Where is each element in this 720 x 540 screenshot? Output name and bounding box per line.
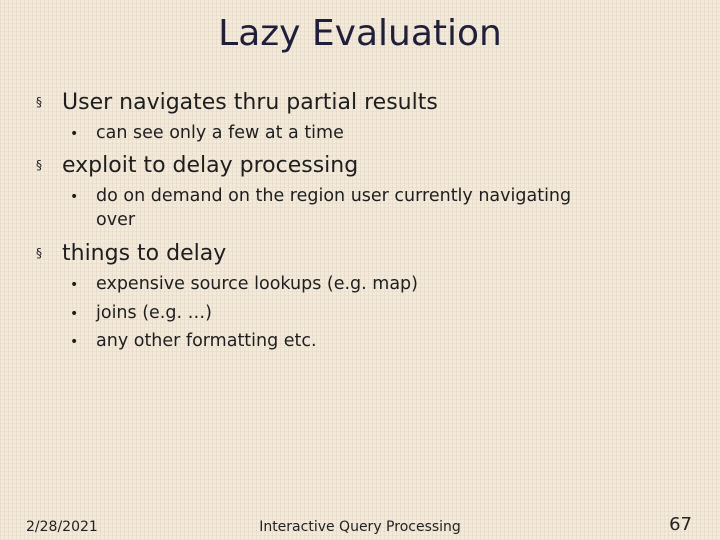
bullet-text: exploit to delay processing (62, 153, 359, 178)
bullet-text: User navigates thru partial results (62, 90, 438, 115)
sub-bullet-text: any other formatting etc. (96, 331, 317, 351)
sub-bullet-item (70, 122, 344, 146)
bullet-text: things to delay (62, 241, 227, 266)
bullet-item (36, 240, 226, 267)
sub-bullet-item (70, 302, 212, 326)
dot-bullet-icon: • (70, 334, 79, 350)
sub-bullet-text: joins (e.g. …) (96, 303, 212, 323)
slide-title: Lazy Evaluation (218, 13, 502, 54)
section-bullet-icon: § (36, 246, 42, 260)
sub-bullet-text-continuation: over (96, 210, 136, 230)
bullet-item (36, 152, 358, 179)
dot-bullet-icon: • (70, 126, 79, 142)
bullet-item (36, 89, 438, 116)
sub-bullet-text: expensive source lookups (e.g. map) (96, 274, 418, 294)
sub-bullet-text: can see only a few at a time (96, 123, 344, 143)
footer-title: Interactive Query Processing (259, 519, 461, 535)
sub-bullet-text: do on demand on the region user currently navigating (96, 186, 572, 206)
dot-bullet-icon: • (70, 306, 79, 322)
footer-date: 2/28/2021 (26, 519, 98, 535)
section-bullet-icon: § (36, 158, 42, 172)
sub-bullet-item (70, 330, 317, 354)
section-bullet-icon: § (36, 95, 42, 109)
dot-bullet-icon: • (70, 189, 79, 205)
page-number: 67 (669, 514, 692, 535)
sub-bullet-item (70, 273, 418, 297)
dot-bullet-icon: • (70, 277, 79, 293)
sub-bullet-item (70, 185, 571, 232)
